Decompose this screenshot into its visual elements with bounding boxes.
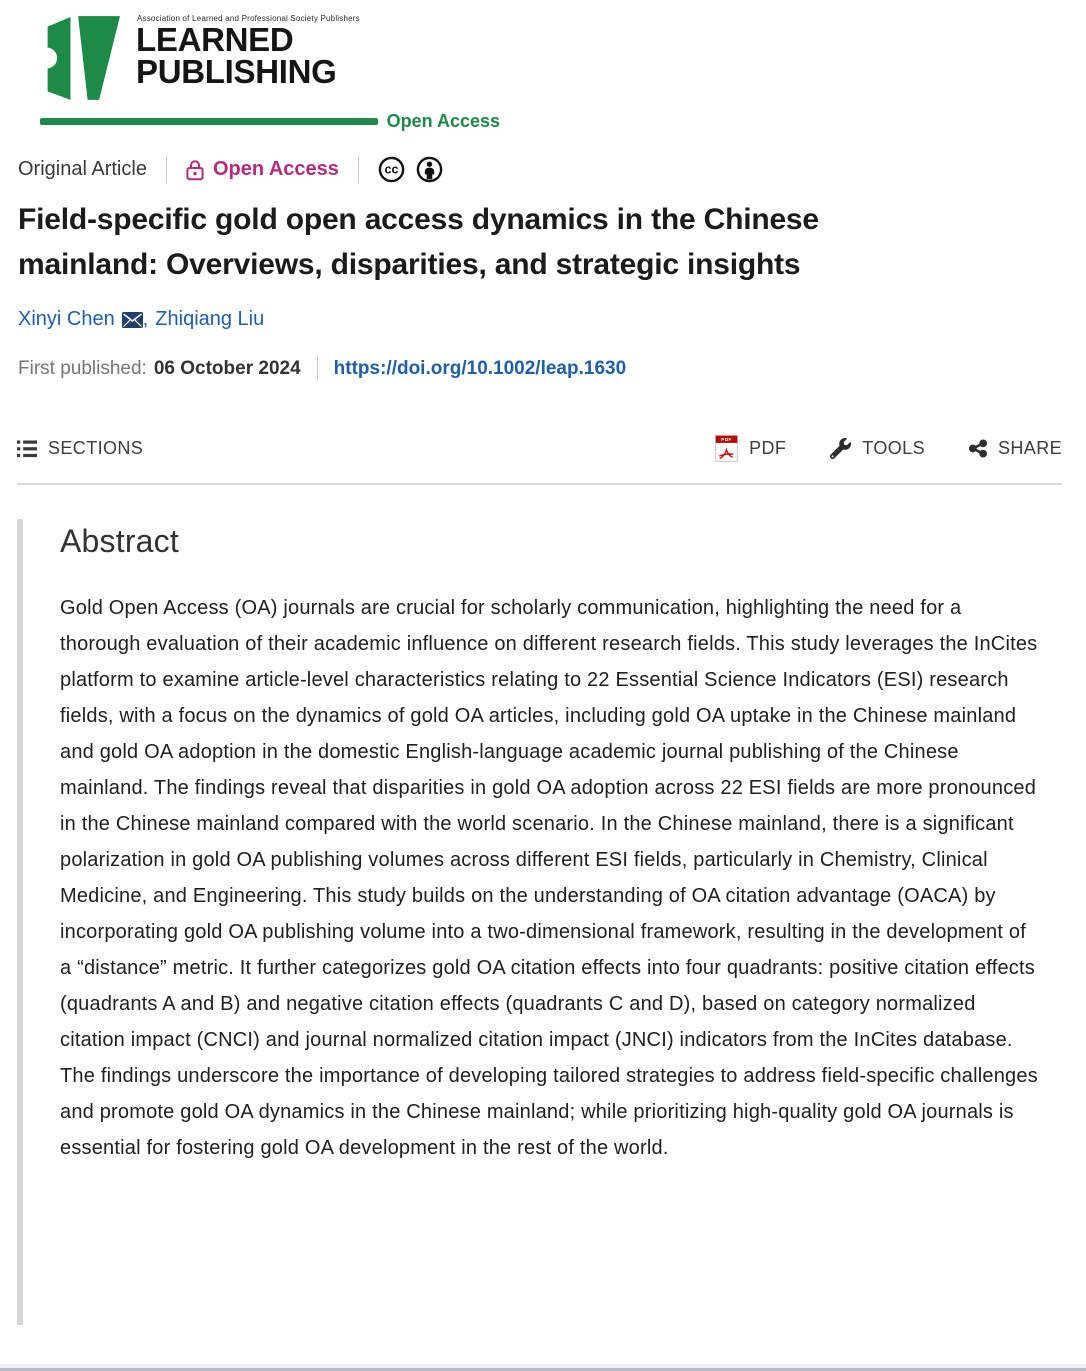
pdf-icon-glyph: PDF xyxy=(721,438,732,444)
journal-logo[interactable] xyxy=(40,12,500,132)
journal-name-line1: LEARNED xyxy=(136,21,294,58)
author-separator: , xyxy=(142,308,149,330)
author-link-zhiqiang-liu[interactable]: Zhiqiang Liu xyxy=(155,308,265,330)
logo-underline xyxy=(40,118,378,125)
authors-row xyxy=(18,308,1086,331)
tools-button[interactable] xyxy=(830,438,925,459)
sections-button[interactable] xyxy=(17,438,143,459)
open-access-label: Open Access xyxy=(212,158,339,180)
email-author-icon[interactable] xyxy=(122,312,143,328)
pdf-label: PDF xyxy=(749,438,787,458)
divider xyxy=(358,156,359,183)
author-link-xinyi-chen[interactable]: Xinyi Chen xyxy=(18,308,115,330)
tools-label: TOOLS xyxy=(862,438,925,458)
attribution-icon[interactable] xyxy=(416,156,443,183)
sections-label: SECTIONS xyxy=(48,438,144,458)
share-label: SHARE xyxy=(997,438,1062,458)
doi-link[interactable]: https://doi.org/10.1002/leap.1630 xyxy=(333,358,627,379)
cc-glyph: cc xyxy=(384,162,399,177)
association-name: Association of Learned and Professional Society Publishers xyxy=(137,14,360,23)
share-button[interactable] xyxy=(969,438,1062,459)
abstract-section xyxy=(17,519,1040,1325)
article-toolbar xyxy=(17,435,1062,462)
first-published-date: 06 October 2024 xyxy=(153,358,301,379)
divider xyxy=(166,156,167,183)
pdf-button[interactable] xyxy=(715,435,786,462)
open-access-badge xyxy=(186,158,339,181)
article-title: Field-specific gold open access dynamics in the Chinese mainland: Overviews, disparities, and strategic insights xyxy=(18,203,819,281)
publication-info-row xyxy=(18,357,1086,381)
license-icons xyxy=(378,156,443,183)
pdf-file-icon xyxy=(715,435,738,462)
creative-commons-icon[interactable] xyxy=(378,156,405,183)
divider xyxy=(317,357,318,381)
list-icon xyxy=(17,440,37,458)
open-padlock-icon xyxy=(186,159,204,181)
alpsp-logo-icon xyxy=(40,12,120,104)
section-divider xyxy=(17,483,1062,485)
page-bottom-strip xyxy=(0,1364,1086,1371)
article-meta-bar xyxy=(18,156,1086,183)
journal-name-line2: PUBLISHING xyxy=(136,53,337,90)
first-published-label: First published: xyxy=(18,358,147,379)
open-access-tagline: Open Access xyxy=(386,111,500,131)
abstract-heading: Abstract xyxy=(60,523,179,559)
abstract-body: Gold Open Access (OA) journals are crucial for scholarly communication, highlighting the need for a thorough evaluation of their academic influence on different research fields. This study leverages the InCites platform to examine article-level characteristics relating to 22 Essential Science Indicators (ESI) research fields, with a focus on the dynamics of gold OA articles, including gold OA uptake in the Chinese mainland and gold OA adoption in the domestic English-language academic journal publishing of the Chinese mainland. The findings reveal that disparities in gold OA adoption across 22 ESI fields are more pronounced in the Chinese mainland compared with the world scenario. In the Chinese mainland, there is a significant polarization in gold OA publishing volumes across different ESI fields, particularly in Chemistry, Clinical Medicine, and Engineering. This study builds on the understanding of OA citation advantage (OACA) by incorporating gold OA publishing volume into a two-dimensional framework, resulting in the development of a “distance” metric. It further categorizes gold OA citation effects into four quadrants: positive citation effects (quadrants A and B) and negative citation effects (quadrants C and D), based on category normalized citation impact (CNCI) and journal normalized citation impact (JNCI) indicators from the InCites database. The findings underscore the importance of developing tailored strategies to address field-specific challenges and promote gold OA dynamics in the Chinese mainland; while prioritizing high-quality gold OA journals is essential for fostering gold OA development in the rest of the world. xyxy=(60,597,1038,1159)
article-type-label: Original Article xyxy=(18,158,147,180)
wrench-icon xyxy=(830,438,851,459)
share-nodes-icon xyxy=(969,438,987,459)
